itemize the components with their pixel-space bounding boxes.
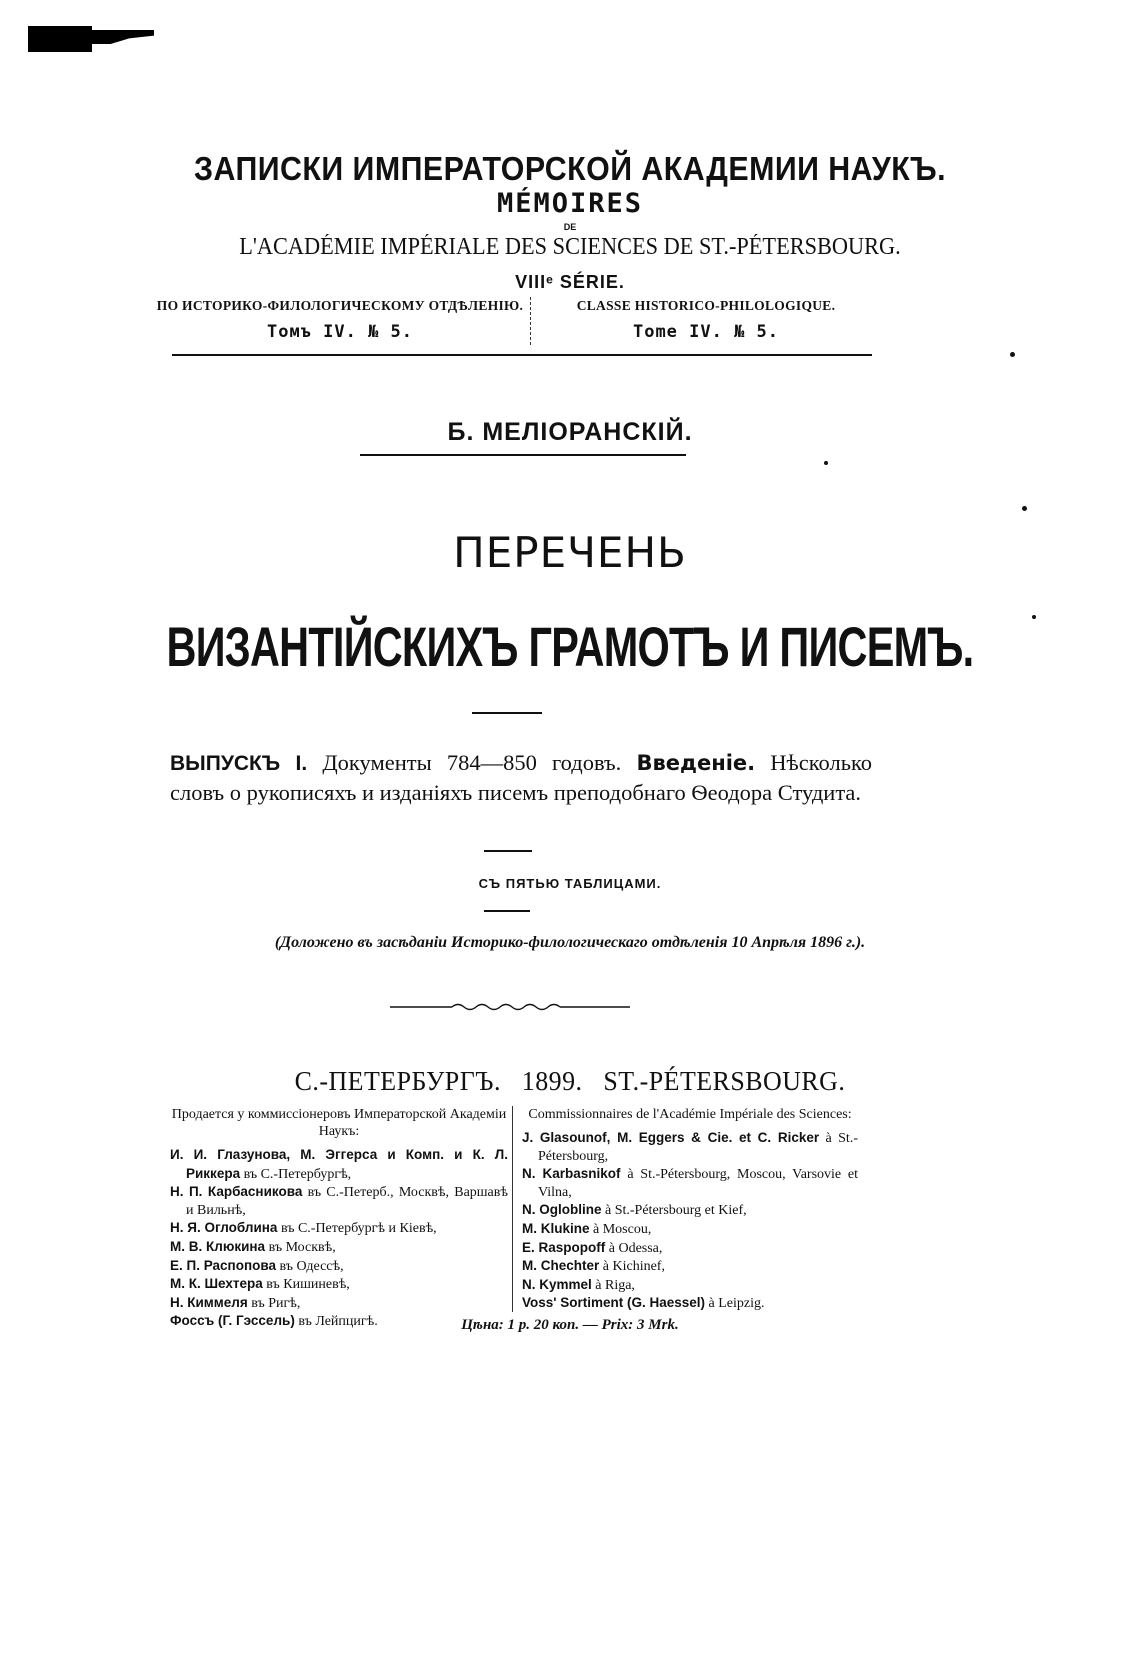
seller-name: E. Raspopoff [522, 1239, 606, 1255]
issue-text: Нѣсколько словъ о рукописяхъ и изданіяхъ писемъ преподобнаго Ѳеодора Студита. [170, 750, 873, 805]
seller-item [170, 1257, 508, 1276]
department-fr: CLASSE HISTORICO-PHILOLOGIQUE. [576, 298, 836, 313]
seller-place: à St.-Pétersbourg, Moscou, Varsovie et Vilna, [538, 1167, 858, 1200]
seller-item [522, 1220, 858, 1239]
seller-item [170, 1238, 508, 1257]
volume-ru: Томъ IV. № 5. [266, 322, 414, 342]
presentation-note: (Доложено въ засѣданіи Историко-филологическаго отдѣленія 10 Апрѣля 1896 г.). [274, 934, 866, 951]
seller-place: въ Кишиневѣ, [262, 1277, 350, 1293]
volume-fr: Tome IV. № 5. [632, 322, 780, 342]
imprint-city-fr: ST.-PÉTERSBOURG. [603, 1066, 846, 1096]
academy-title-memoires: MÉMOIRES [496, 188, 644, 219]
issue-rule [484, 850, 532, 852]
seller-item [170, 1219, 508, 1238]
academy-title-de: DE [563, 222, 577, 232]
imprint-line [23, 1066, 1117, 1097]
seller-item [522, 1257, 858, 1276]
seller-item [522, 1294, 858, 1313]
seller-name: N. Kymmel [522, 1276, 592, 1292]
series-label: VIIIᵉ SÉRIE. [515, 272, 625, 292]
sellers-fr-heading: Commissionnaires de l'Académie Impériale des Sciences: [528, 1107, 852, 1122]
seller-name: N. Oglobline [522, 1202, 602, 1218]
plates-rule [484, 910, 530, 912]
seller-place: à St.-Pétersbourg, [538, 1131, 858, 1164]
seller-name: Н. Я. Оглоблина [170, 1220, 278, 1236]
imprint-city-ru: С.-ПЕТЕРБУРГЪ. [294, 1066, 501, 1096]
seller-place: à Leipzig. [705, 1296, 765, 1312]
author-rule [360, 454, 686, 456]
seller-place: въ С.-Петербургѣ, [240, 1166, 352, 1182]
price: Цѣна: 1 р. 20 коп. — Prix: 3 Mrk. [461, 1317, 679, 1333]
seller-name: М. К. Шехтера [170, 1276, 263, 1292]
seller-item [522, 1239, 858, 1258]
sellers-fr [522, 1106, 858, 1313]
seller-name: Фоссъ (Г. Гэссель) [170, 1313, 295, 1329]
header-rule [172, 354, 872, 356]
seller-item [170, 1146, 508, 1183]
seller-name: J. Glasounof, M. Eggers & Cie. et C. Ricker [522, 1130, 820, 1145]
seller-place: à Riga, [591, 1277, 635, 1293]
work-title-line2: ВИЗАНТІЙСКИХЪ ГРАМОТЪ И ПИСЕМЪ. [166, 615, 974, 678]
seller-place: à Odessa, [605, 1240, 663, 1256]
title-rule [472, 712, 542, 714]
series-ru [150, 298, 530, 342]
seller-place: въ Москвѣ, [265, 1239, 336, 1255]
seller-name: Voss' Sortiment (G. Haessel) [522, 1295, 706, 1311]
seller-item [522, 1276, 858, 1295]
sellers-ru [170, 1106, 508, 1331]
scan-speck [1010, 352, 1015, 357]
seller-item [170, 1183, 508, 1219]
seller-name: M. Klukine [522, 1220, 590, 1236]
seller-name: И. И. Глазунова, М. Эггерса и Комп. и К. Л. Риккера [170, 1147, 508, 1181]
scan-speck [1032, 615, 1036, 619]
academy-title-fr: L'ACADÉMIE IMPÉRIALE DES SCIENCES DE ST.-PÉTERSBOURG. [239, 234, 901, 260]
seller-name: M. Chechter [522, 1258, 600, 1274]
ornament-divider [390, 1000, 630, 1014]
seller-item [522, 1201, 858, 1220]
seller-item [170, 1294, 508, 1313]
seller-name: Н. Киммеля [170, 1294, 248, 1310]
series-fr [538, 298, 874, 342]
seller-place: à Moscou, [589, 1221, 652, 1237]
issue-description [170, 748, 872, 807]
introduction-label: Введеніе. [636, 751, 756, 775]
seller-place: въ Ригѣ, [247, 1295, 301, 1311]
seller-place: въ Одессѣ, [275, 1258, 344, 1274]
seller-place: въ С.-Петерб., Москвѣ, Варшавѣ и Вильнѣ, [186, 1185, 508, 1218]
sellers-divider [512, 1106, 513, 1312]
department-ru: ПО ИСТОРИКО-ФИЛОЛОГИЧЕСКОМУ ОТДѢЛЕНІЮ. [156, 298, 524, 313]
seller-place: à St.-Pétersbourg et Kief, [601, 1203, 747, 1219]
sellers-ru-heading: Продается у коммиссіонеровъ Императорской Академіи Наукъ: [171, 1107, 507, 1139]
seller-place: въ С.-Петербургѣ и Кіевѣ, [277, 1221, 437, 1237]
issue-label: ВЫПУСКЪ I. [170, 752, 308, 775]
seller-item [522, 1165, 858, 1201]
scan-speck [1022, 506, 1027, 511]
academy-title-ru: ЗАПИСКИ ИМПЕРАТОРСКОЙ АКАДЕМИИ НАУКЪ. [193, 150, 947, 187]
issue-docs: Документы 784—850 годовъ. [322, 750, 622, 775]
seller-place: à Kichinef, [599, 1259, 665, 1275]
scan-corner-mark [28, 26, 154, 52]
seller-name: N. Karbasnikof [522, 1166, 621, 1182]
seller-name: Е. П. Распопова [170, 1257, 276, 1273]
seller-item [522, 1129, 858, 1165]
author-name: Б. МЕЛІОРАНСКІЙ. [447, 418, 693, 446]
imprint-year: 1899. [521, 1066, 583, 1096]
scan-speck [824, 461, 828, 465]
plates-note: СЪ ПЯТЬЮ ТАБЛИЦАМИ. [478, 876, 662, 891]
seller-name: Н. П. Карбасникова [170, 1184, 303, 1200]
seller-item [170, 1275, 508, 1294]
work-title-line1: ПЕРЕЧЕНЬ [453, 528, 687, 577]
seller-name: М. В. Клюкина [170, 1238, 266, 1254]
series-divider [530, 297, 531, 345]
seller-place: въ Лейпцигѣ. [294, 1314, 378, 1330]
